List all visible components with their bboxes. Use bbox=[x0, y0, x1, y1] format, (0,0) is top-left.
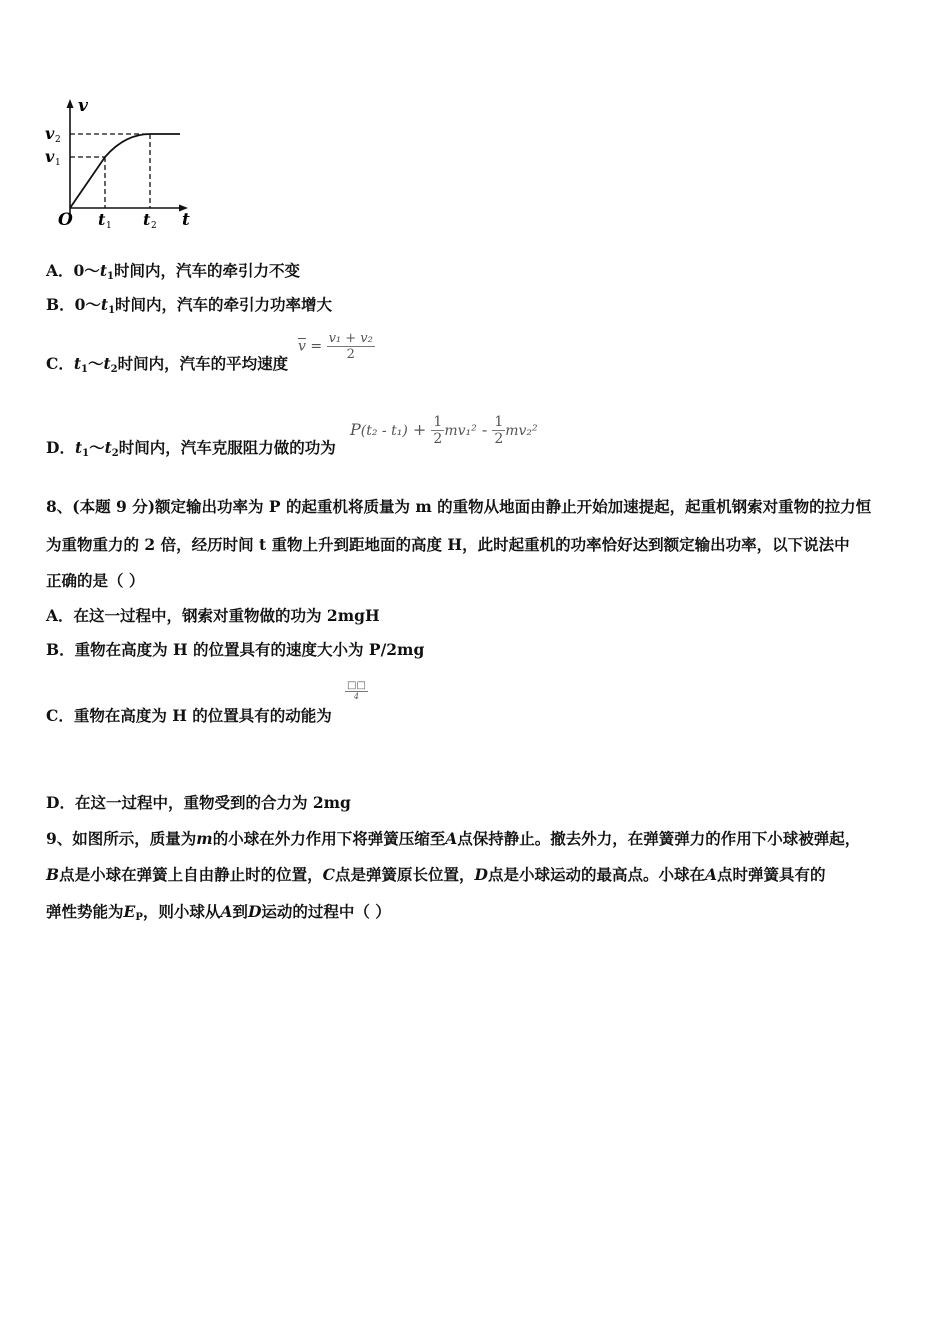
d-half-den-2: 2 bbox=[494, 431, 504, 447]
q8-c-num: □□ bbox=[347, 680, 366, 691]
q9-l3-b: ，则小球从 bbox=[142, 902, 221, 921]
q8-c-fraction bbox=[345, 680, 368, 701]
q7-d-sub2: 2 bbox=[111, 448, 119, 459]
t2-label: t bbox=[143, 210, 151, 229]
v1-subscript: 1 bbox=[55, 158, 61, 168]
q9-l1-a: 9、如图所示，质量为 bbox=[46, 829, 197, 848]
d-formula-mv2: mv₂² bbox=[505, 423, 538, 439]
d-formula-p: P bbox=[350, 420, 361, 439]
q9-stem-line3 bbox=[46, 902, 391, 928]
t1-subscript: 1 bbox=[106, 221, 112, 231]
q7-c-mid: ～ bbox=[87, 354, 104, 373]
q9-l2-d: 点时弹簧具有的 bbox=[716, 865, 826, 884]
v2-subscript: 2 bbox=[55, 135, 61, 145]
velocity-time-graph bbox=[40, 95, 200, 235]
d-formula-half-2 bbox=[492, 414, 505, 447]
q9-l3-a: 弹性势能为 bbox=[46, 902, 124, 921]
q7-d-var2: t bbox=[104, 438, 112, 457]
q7-a-var: t bbox=[99, 261, 107, 280]
q7-c-sub2: 2 bbox=[110, 364, 118, 375]
d-formula-plus: + bbox=[412, 420, 427, 439]
q7-option-d bbox=[46, 438, 336, 464]
c-formula-eq: = bbox=[310, 338, 323, 355]
q9-l3-E: E bbox=[123, 902, 136, 921]
q7-d-text: 时间内，汽车克服阻力做的功为 bbox=[118, 438, 336, 457]
q7-a-sub: 1 bbox=[106, 271, 114, 282]
c-formula-fraction bbox=[327, 331, 375, 362]
v-axis-label: v bbox=[78, 96, 88, 116]
q7-d-mid: ～ bbox=[89, 438, 105, 457]
q8-stem-line3: 正确的是（ ） bbox=[46, 571, 145, 590]
origin-label: O bbox=[58, 210, 73, 230]
q7-c-sub1: 1 bbox=[81, 364, 88, 375]
q7-d-sub1: 1 bbox=[82, 448, 90, 459]
q7-c-text: 时间内，汽车的平均速度 bbox=[117, 354, 289, 373]
c-formula-vbar: $\overline{v}$ bbox=[298, 338, 306, 355]
q9-l2-b: 点是弹簧原长位置， bbox=[334, 865, 475, 884]
q7-option-b bbox=[46, 295, 332, 321]
q9-stem-line1 bbox=[46, 829, 860, 849]
q9-l1-b: 的小球在外力作用下将弹簧压缩至 bbox=[212, 829, 446, 848]
t-axis-label: t bbox=[182, 210, 190, 230]
q8-stem-line1: 8、(本题 9 分)额定输出功率为 P 的起重机将质量为 m 的重物从地面由静止开始加速提起，起重机钢索对重物的拉力恒 bbox=[46, 497, 872, 516]
q9-l2-B: B bbox=[46, 865, 60, 884]
q8-stem-line2: 为重物重力的 2 倍，经历时间 t 重物上升到距地面的高度 H，此时起重机的功率恰好达到额定输出功率，以下说法中 bbox=[46, 535, 850, 554]
c-formula-num: v₁ + v₂ bbox=[328, 331, 373, 346]
q7-b-text: 时间内，汽车的牵引力功率增大 bbox=[115, 295, 333, 314]
q8-option-c: C．重物在高度为 H 的位置具有的动能为 bbox=[46, 706, 332, 725]
t1-label: t bbox=[98, 210, 106, 229]
q7-d-var1: t bbox=[74, 438, 83, 457]
q7-option-a bbox=[46, 261, 300, 287]
q9-l2-a: 点是小球在弹簧上自由静止时的位置， bbox=[59, 865, 323, 884]
q7-option-c bbox=[46, 354, 288, 380]
q9-stem-line2 bbox=[46, 865, 826, 885]
q7-c-var2: t bbox=[103, 354, 111, 373]
d-half-num-1: 1 bbox=[433, 414, 443, 430]
q8-c-formula bbox=[345, 680, 368, 701]
q7-c-formula bbox=[298, 331, 375, 362]
q9-l2-A: A bbox=[704, 865, 717, 884]
q8-option-b: B．重物在高度为 H 的位置具有的速度大小为 P/2mg bbox=[46, 640, 425, 659]
velocity-curve bbox=[70, 134, 180, 208]
q7-b-sub: 1 bbox=[108, 305, 116, 316]
q9-l1-c: 点保持静止。撤去外力，在弹簧弹力的作用下小球被弹起， bbox=[457, 829, 861, 848]
q7-d-formula bbox=[350, 414, 538, 447]
t2-subscript: 2 bbox=[151, 221, 157, 231]
q7-a-text: 时间内，汽车的牵引力不变 bbox=[113, 261, 300, 280]
q7-b-var: t bbox=[100, 295, 109, 314]
q7-b-prefix: B．0～ bbox=[46, 295, 101, 314]
d-formula-paren: (t₂ - t₁) bbox=[360, 423, 408, 439]
q7-c-prefix: C． bbox=[46, 354, 74, 373]
q8-option-d: D．在这一过程中，重物受到的合力为 2mg bbox=[46, 793, 351, 812]
q9-l1-m: m bbox=[196, 829, 213, 848]
q9-l3-Esub: P bbox=[135, 912, 143, 923]
q7-a-prefix: A．0～ bbox=[46, 261, 100, 280]
v1-label: v bbox=[45, 147, 55, 166]
q8-c-den: 4 bbox=[353, 692, 359, 701]
q9-l3-D: D bbox=[247, 902, 262, 921]
v-axis-arrow bbox=[67, 99, 74, 108]
q7-d-prefix: D． bbox=[46, 438, 75, 457]
q9-l1-A: A bbox=[445, 829, 458, 848]
q8-option-a: A．在这一过程中，钢索对重物做的功为 2mgH bbox=[46, 606, 380, 625]
d-formula-half-1 bbox=[431, 414, 444, 447]
q9-l2-C: C bbox=[322, 865, 335, 884]
d-half-num-2: 1 bbox=[494, 414, 504, 430]
q9-l2-c: 点是小球运动的最高点。小球在 bbox=[487, 865, 705, 884]
q9-l3-c: 到 bbox=[232, 902, 248, 921]
q9-l2-D: D bbox=[474, 865, 488, 884]
d-half-den-1: 2 bbox=[433, 431, 443, 447]
d-formula-minus: - bbox=[481, 420, 488, 439]
q9-l3-A: A bbox=[220, 902, 233, 921]
v2-label: v bbox=[45, 124, 55, 143]
q7-c-var1: t bbox=[73, 354, 82, 373]
d-formula-mv1: mv₁² bbox=[444, 423, 477, 439]
q9-l3-d: 运动的过程中（ ） bbox=[261, 902, 391, 921]
c-formula-den: 2 bbox=[346, 347, 355, 362]
